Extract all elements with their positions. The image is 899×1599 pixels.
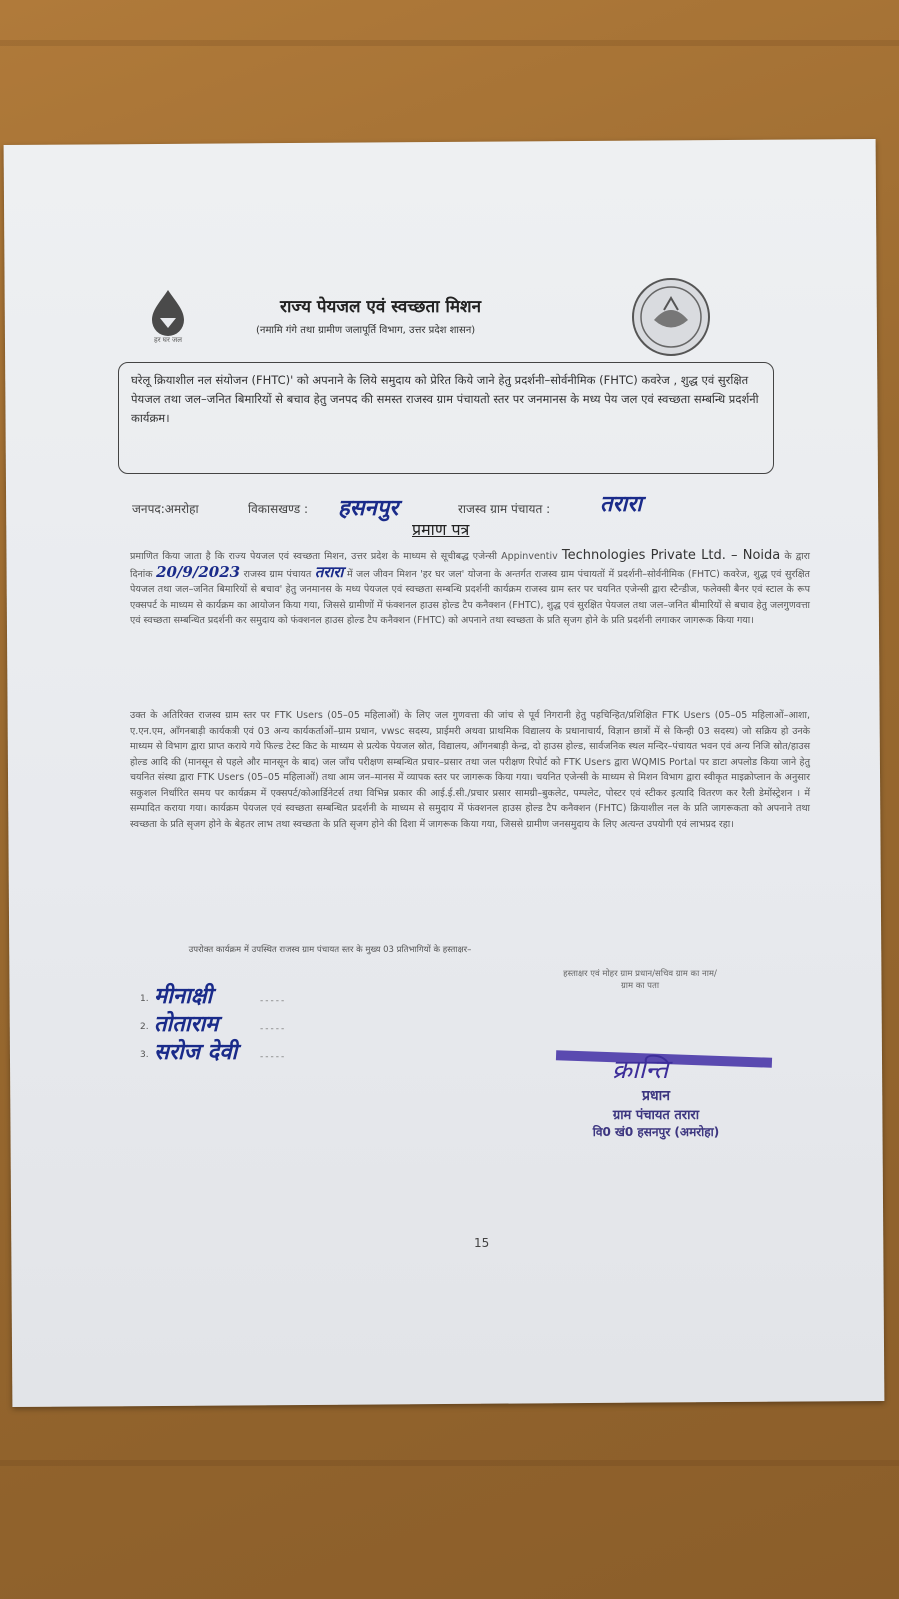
stamp-block: वि0 खं0 हसनपुर (अमरोहा) (592, 1125, 720, 1139)
signature-label: हस्ताक्षर एवं मोहर ग्राम प्रधान/सचिव ग्राम का नाम/ग्राम का पता (563, 969, 717, 991)
para1-part-d: में जल जीवन मिशन 'हर घर जल' योजना के अन्तर्गत राजस्व ग्राम पंचायतों में प्रदर्शनी–सोर्वनीमिक (FHTC) कवरेज, शुद्ध एवं सुरक्षित पेयजल तथा जल–जनित बिमारियों से बचाव' हेतु जनमानस के मध्य पेयजल एवं स्वच्छता सम्बन्धि प्रदर्शनी कार्यक्रम राजस्व ग्राम स्तर पर चयनित एजेन्सी द्वारा स्टैन्डीज, फलेक्सी बैनर एवं स्टाल के रूप एक्सपर्ट के माध्यम से कार्यक्रम का आयोजन किया गया, जिससे ग्रामीणों में फंक्शनल हाउस होल्ड टैप कनैक्शन (FHTC), शुद्ध एवं सुरक्षित पेयजल तथा जल–जनित बीमारियों से बचाव हेतु जलगुणवत्ता एवं स्वच्छता सम्बन्धित प्रदर्शनी कर समुदाय को फंक्शनल हाउस होल्ड टैप कनैक्शन (FHTC) को अपनाने तथा स्वच्छता के प्रति सृजग होने के प्रति प्रदर्शनी लगाकर जागरूक किया गया। (130, 568, 810, 626)
participant-item (140, 1008, 380, 1036)
para1-part-a: प्रमाणित किया जाता है कि राज्य पेयजल एवं स्वच्छता मिशन, उत्तर प्रदेश के माध्यम से सूचीबद्ध एजेन्सी Appinventiv (130, 551, 558, 562)
program-notice-text: घरेलू क्रियाशील नल संयोजन (FHTC)' को अपनाने के लिये समुदाय को प्रेरित किये जाने हेतु प्रदर्शनी–सोर्वनीमिक (FHTC) कवरेज , शुद्ध एवं सुरक्षित पेयजल तथा जल–जनित बिमारियों से बचाव हेतु जनपद की समस्त राजस्व ग्राम पंचायतो स्तर पर जनमानस के मध्य पेय जल एवं स्वच्छता सम्बन्धि प्रदर्शनी कार्यक्रम। (131, 373, 759, 425)
agency-name: Technologies Private Ltd. – Noida (561, 548, 781, 563)
participants-list (140, 980, 380, 1064)
para2-text: उक्त के अतिरिक्त राजस्व ग्राम स्तर पर FTK Users (05–05 महिलाओं) के लिए जल गुणवत्ता की जांच से पूर्व निगरानी हेतु पहचिन्हित/प्रशिक्षित FTK Users (05–05 महिलाओं–आशा, ए.एन.एम, आँगनबाड़ी कार्यकत्री एवं 03 अन्य कार्यकर्ताओं–ग्राम प्रधान, vwsc सदस्य, प्राईमरी अथवा प्राथमिक विद्यालय के प्रधानाचार्य, विज्ञान छात्रों में से किन्ही 03 सदस्य) जो सक्रिय हो उनके माध्यम से विभाग द्वारा प्राप्त कराये गये फिल्ड टेस्ट किट के माध्यम से प्रत्येक पेयजल स्रोत, विद्यालय, आँगनबाड़ी केन्द्र, दो हाउस होल्ड, सार्वजनिक स्थल मन्दिर–पंचायत भवन एवं अन्य निजि स्रोत/हाउस होल्ड आदि की (मानसून से पहले और मानसून के बाद) जल जाँच परीक्षण सम्बन्धित प्रचार–प्रसार तथा जल परीक्षण रिपोर्ट को FTK Users द्वारा WQMIS Portal पर डाटा अपलोड किया जाने हेतु चयनित संस्था द्वारा FTK Users (05–05 महिलाओं) तथा आम जन–मानस में व्यापक स्तर पर जागरूक किया गया। चयनित एजेन्सी के माध्यम से मिशन विभाग द्वारा स्वीकृत माइक्रोप्लान के अनुसार सकुशल निर्धारित समय पर कार्यक्रम में एक्सपर्ट/कोआर्डिनेटर्स तथा विभिन्न प्रकार की आई.ई.सी./प्रचार प्रसार सामग्री–बुकलेट, पम्पलेट, पोस्टर एवं स्टीकर इत्यादि वितरण कर रैली डेमोंस्ट्रेशन । में सम्पादित कराया गया। कार्यक्रम पेयजल एवं स्वच्छता सम्बन्धित प्रदर्शनी के माध्यम से समुदाय में फंक्शनल हाउस होल्ड टैप कनैक्शन (FHTC) क्रियाशील नल के प्रति जागरूकता को अपनाने तथा स्वच्छता के प्रति सृजग होने के बेहतर लाभ तथा स्वच्छता के प्रति सृजग होने की दिशा में जागरूक किया गया, जिससे ग्रामीण जनसमुदाय के लिए अत्यन्त उपयोगी एवं लाभप्रद रहा। (130, 710, 810, 830)
wood-grain (0, 1460, 899, 1466)
block-value: हसनपुर (338, 495, 399, 521)
page-number: 15 (474, 1236, 490, 1250)
participant-signature: मीनाक्षी (154, 983, 213, 1009)
stamp-panchayat: ग्राम पंचायत तरारा (612, 1108, 700, 1123)
para1-part-c: राजस्व ग्राम पंचायत (243, 568, 312, 580)
pradhan-signature: क्रान्ति (612, 1055, 669, 1085)
official-stamp (566, 1086, 746, 1140)
page-subtitle: (नमामि गंगे तथा ग्रामीण जलापूर्ति विभाग, उत्तर प्रदेश शासन) (256, 325, 476, 336)
panchayat-label: राजस्व ग्राम पंचायत : (458, 502, 551, 516)
page-title: राज्य पेयजल एवं स्वच्छता मिशन (280, 297, 482, 317)
para1-part-b: के द्वारा दिनांक (130, 551, 810, 580)
stamp-designation: प्रधान (642, 1088, 670, 1104)
participant-item (140, 980, 380, 1008)
certificate-paragraph-1 (130, 548, 810, 629)
signature-line: ----- (260, 1052, 287, 1062)
certificate-title: प्रमाण पत्र (412, 520, 470, 539)
logo-caption: हर घर जल (154, 336, 182, 344)
participants-label: उपरोक्त कार्यक्रम में उपस्थित राजस्व ग्राम पंचायत स्तर के मुख्य 03 प्रतिभागियों के हस्ताक्षर– (188, 945, 472, 955)
wood-grain (0, 40, 899, 46)
program-date: 20/9/2023 (156, 562, 241, 581)
participant-number: 3. (140, 1050, 149, 1060)
block-label: विकासखण्ड : (248, 502, 309, 516)
signature-line: ----- (260, 1024, 287, 1034)
participant-item (140, 1036, 380, 1064)
water-drop-logo-icon (140, 288, 196, 348)
participant-signature: तोताराम (154, 1011, 219, 1037)
signature-line: ----- (260, 996, 287, 1006)
program-notice-box (118, 362, 774, 474)
document-header (140, 280, 740, 350)
panchayat-inline-value: तरारा (314, 562, 344, 581)
panchayat-value: तरारा (600, 491, 642, 517)
participant-number: 1. (140, 994, 149, 1004)
district-label: जनपद:अमरोहा (132, 502, 199, 516)
participant-number: 2. (140, 1022, 149, 1032)
participant-signature: सरोज देवी (154, 1039, 238, 1065)
certificate-paragraph-2 (130, 708, 810, 832)
state-emblem-icon (632, 278, 710, 356)
